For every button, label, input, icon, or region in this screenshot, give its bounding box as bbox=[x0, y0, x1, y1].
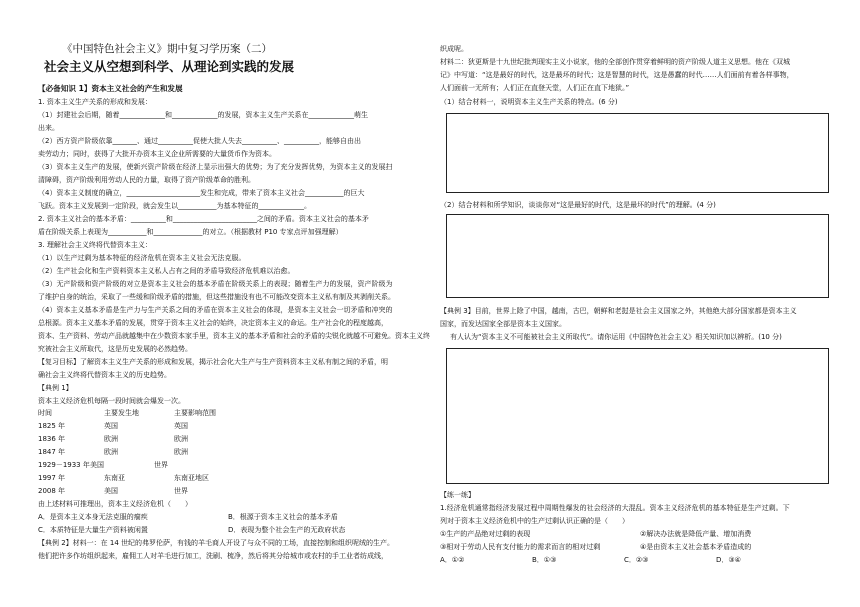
crisis-table-header bbox=[38, 408, 216, 418]
header-country: 主要发生地 bbox=[104, 409, 139, 417]
answer-b: B．①③ bbox=[532, 556, 557, 564]
choice-3: ③相对于劳动人民有支付能力的需求而言的相对过剩 bbox=[440, 543, 601, 551]
cell-time: 1825 年 bbox=[38, 422, 66, 430]
review-goal: 【复习目标】了解资本主义生产关系的形成和发展，揭示社会化大生产与生产资料资本主义私有制之间的矛盾，明 bbox=[38, 358, 388, 366]
option-a: A．是资本主义本身无法克服的痼疾 bbox=[38, 513, 148, 521]
text-line: 3. 理解社会主义终将代替资本主义： bbox=[38, 241, 152, 249]
table-row bbox=[38, 486, 188, 496]
text-line: 人们面前一无所有；人们正在直登天堂，人们正在直下地狱。” bbox=[440, 84, 630, 92]
practice-text: 1.经济危机通常指经济发展过程中周期性爆发的社会经济的大混乱。资本主义经济危机的基本特征是生产过剩。下 bbox=[440, 504, 790, 512]
practice-text: 列对于资本主义经济危机中的生产过剩认识正确的是（ ） bbox=[440, 517, 629, 525]
text-line: 卖劳动力；同时，获得了大批开办资本主义企业所需要的大量货币作为资本。 bbox=[38, 150, 276, 158]
choice-1: ①生产的产品绝对过剩的表现 bbox=[440, 530, 531, 538]
text-line: 究被社会主义所取代，这是历史发展的必然趋势。 bbox=[38, 345, 192, 353]
choice-row bbox=[440, 542, 751, 552]
text-line: 总根源。资本主义基本矛盾的发展，贯穿于资本主义社会的始终，决定资本主义的命运。生产社会化的程度越高， bbox=[38, 319, 388, 327]
text-line: （4）资本主义基本矛盾是生产力与生产关系之间的矛盾在资本主义社会的体现，是资本主义社会一切矛盾和冲突的 bbox=[38, 306, 393, 314]
option-d: D．表现为整个社会生产的无政府状态 bbox=[228, 526, 346, 534]
text-line: 资本、生产资料、劳动产品就越集中在少数资本家手里，资本主义的基本矛盾和社会的矛盾的尖锐化就越不可避免。资本主义终 bbox=[38, 332, 430, 340]
table-row bbox=[38, 434, 188, 444]
text-line: 盾在阶级关系上表现为___________和______________的对立。（根据教材 P10 专家点评加强理解） bbox=[38, 228, 343, 236]
answer-box-3[interactable] bbox=[446, 348, 829, 484]
text-line: 织成呢。 bbox=[440, 45, 468, 53]
cell-time: 1997 年 bbox=[38, 474, 66, 482]
text-line: 材料二：狄更斯是十九世纪批判现实主义小说家，他的全部创作贯穿着鲜明的资产阶级人道主义思想。他在《双城 bbox=[440, 58, 790, 66]
cell-time: 1847 年 bbox=[38, 448, 66, 456]
cell-scope: 欧洲 bbox=[174, 448, 188, 456]
answer-box-1[interactable] bbox=[446, 113, 829, 193]
cell-time: 2008 年 bbox=[38, 487, 66, 495]
question-1: （1）结合材料一，说明资本主义生产关系的特点。(6 分) bbox=[440, 98, 618, 106]
cell-country: 英国 bbox=[104, 422, 118, 430]
text-line: （3）无产阶级和资产阶级的对立是资本主义社会的基本矛盾在阶级关系上的表现；随着生产力的发展，资产阶级为 bbox=[38, 280, 393, 288]
text-line: （3）资本主义生产的发展，使新兴资产阶级在经济上显示出强大的优势；为了充分发挥优势，为资本主义的发展扫 bbox=[38, 163, 393, 171]
cell-country: 欧洲 bbox=[104, 448, 118, 456]
option-row bbox=[38, 525, 345, 535]
text-line: 2. 资本主义社会的基本矛盾：__________和________________________之间的矛盾。资本主义社会的基本矛 bbox=[38, 215, 369, 223]
example-3-text: 【典例 3】目前，世界上除了中国，越南，古巴，朝鲜和老挝是社会主义国家之外，其他绝大部分国家都是资本主义 bbox=[440, 307, 797, 315]
example-1-label: 【典例 1】 bbox=[38, 384, 73, 392]
table-row bbox=[38, 460, 168, 470]
text-line: （2）生产社会化和生产资料资本主义私人占有之间的矛盾导致经济危机难以治愈。 bbox=[38, 267, 295, 275]
cell-country: 东南亚 bbox=[104, 474, 125, 482]
answer-d: D．③④ bbox=[716, 556, 741, 564]
question-2: （2）结合材料和所学知识，谈谈你对“这是最好的时代，这是最坏的时代”的理解。(4 分) bbox=[440, 201, 716, 209]
cell-time: 1836 年 bbox=[38, 435, 66, 443]
text-line: 清障碍，资产阶级利用劳动人民的力量，取得了资产阶级革命的胜利。 bbox=[38, 176, 255, 184]
table-row bbox=[38, 447, 188, 457]
option-c: C．本质特征是大量生产资料被闲置 bbox=[38, 526, 148, 534]
example-2-text: 【典例 2】材料一：在 14 世纪的弗罗伦萨，有钱的羊毛商人开设了与众不同的工场，直接控制和组织呢绒的生产。 bbox=[38, 539, 395, 547]
answer-options bbox=[440, 555, 741, 565]
option-b: B．根源于资本主义社会的基本矛盾 bbox=[228, 513, 338, 521]
table-row bbox=[38, 421, 188, 431]
cell-scope: 世界 bbox=[154, 461, 168, 469]
text-line: （1）以生产过剩为基本特征的经济危机在资本主义社会无法克服。 bbox=[38, 254, 246, 262]
option-row bbox=[38, 512, 338, 522]
choice-4: ④是由资本主义社会基本矛盾造成的 bbox=[640, 543, 752, 551]
example-2-text: 他们把许多作坊组织起来，雇佣工人对羊毛进行加工，洗刷、梳净，然后将其分给城市或农村的手工业者纺成线， bbox=[38, 552, 388, 560]
cell-country: 美国 bbox=[90, 461, 104, 469]
header-scope: 主要影响范围 bbox=[174, 409, 216, 417]
example-3-prompt: 有人认为“资本主义不可能被社会主义所取代”。请你运用《中国特色社会主义》相关知识加以辨析。(10 分) bbox=[450, 333, 782, 341]
text-line: （4）资本主义制度的确立，_____________________发生和完成，带来了资本主义社会___________的巨大 bbox=[38, 189, 365, 197]
example-3-text: 国家，而发达国家全部是资本主义国家。 bbox=[440, 320, 566, 328]
document-title: 《中国特色社会主义》期中复习学历案（二） bbox=[62, 43, 272, 55]
text-line: （1）封建社会后期，随着_____________和_____________的发展，资本主义生产关系在_____________萌生 bbox=[38, 111, 368, 119]
answer-c: C．②③ bbox=[624, 556, 649, 564]
question-stem: 由上述材料可推理出，资本主义经济危机（ ） bbox=[38, 500, 192, 508]
text-line: 飞跃。资本主义发展到一定阶段，就会发生以___________为基本特征的_____________。 bbox=[38, 202, 311, 210]
lesson-subtitle: 社会主义从空想到科学、从理论到实践的发展 bbox=[44, 59, 295, 74]
choice-2: ②解决办法就是降低产量、增加消费 bbox=[640, 530, 752, 538]
section-heading: 【必备知识 1】资本主义社会的产生和发展 bbox=[38, 84, 183, 93]
review-goal: 确社会主义终将代替资本主义的历史趋势。 bbox=[38, 371, 171, 379]
example-1-intro: 资本主义经济危机每隔一段时间就会爆发一次。 bbox=[38, 397, 185, 405]
cell-country: 欧洲 bbox=[104, 435, 118, 443]
cell-scope: 东南亚地区 bbox=[174, 474, 209, 482]
text-line: 1. 资本主义生产关系的形成和发展： bbox=[38, 98, 152, 106]
cell-scope: 英国 bbox=[174, 422, 188, 430]
choice-row bbox=[440, 529, 751, 539]
table-row bbox=[38, 473, 209, 483]
answer-box-2[interactable] bbox=[446, 214, 829, 298]
practice-label: 【练一练】 bbox=[440, 491, 475, 499]
text-line: （2）西方资产阶级依靠_______、通过__________促使大批人失去__________、__________，能够自由出 bbox=[38, 137, 361, 145]
cell-country: 美国 bbox=[104, 487, 118, 495]
cell-time: 1929－1933 年 bbox=[38, 461, 90, 469]
answer-a: A．①② bbox=[440, 556, 465, 564]
text-line: 了维护自身的统治，采取了一些缓和阶级矛盾的措施，但这些措施没有也不可能改变资本主义私有制及其剥削关系。 bbox=[38, 293, 395, 301]
header-time: 时间 bbox=[38, 409, 52, 417]
text-line: 记》中写道：“这是最好的时代，这是最坏的时代；这是智慧的时代，这是愚蠢的时代……人们面前有着各样事物， bbox=[440, 71, 794, 79]
cell-scope: 世界 bbox=[174, 487, 188, 495]
cell-scope: 欧洲 bbox=[174, 435, 188, 443]
text-line: 出来。 bbox=[38, 124, 59, 132]
